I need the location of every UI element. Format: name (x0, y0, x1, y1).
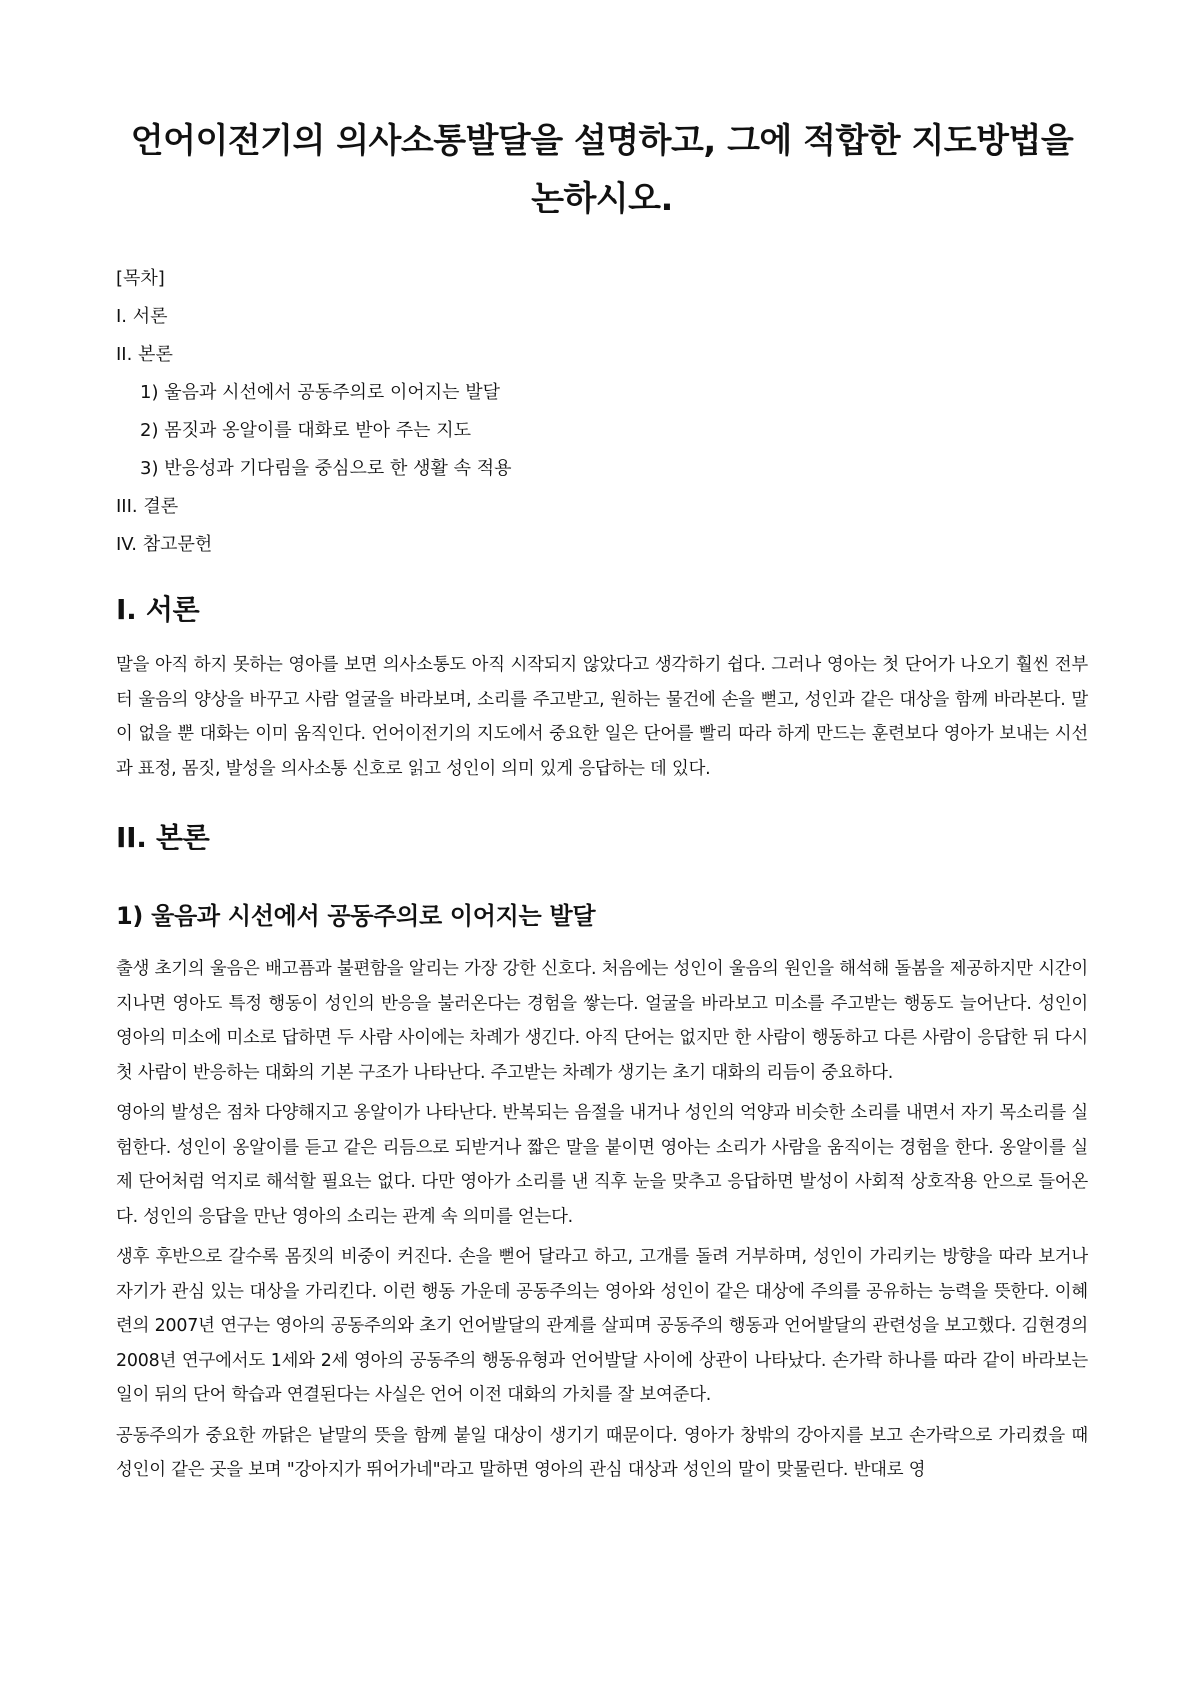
introduction-paragraph: 말을 아직 하지 못하는 영아를 보면 의사소통도 아직 시작되지 않았다고 생각하기 쉽다. 그러나 영아는 첫 단어가 나오기 훨씬 전부터 울음의 양상을 바꾸고 사람 얼굴을 바라보며, 소리를 주고받고, 원하는 물건에 손을 뻗고, 성인과 같은 대상을 함께 바라본다. 말이 없을 뿐 대화는 이미 움직인다. 언어이전기의 지도에서 중요한 일은 단어를 빨리 따라 하게 만드는 훈련보다 영아가 보내는 시선과 표정, 몸짓, 발성을 의사소통 신호로 읽고 성인이 의미 있게 응답하는 데 있다. (116, 655, 1088, 779)
toc-item-introduction: I. 서론 (116, 306, 168, 327)
toc-item-body-sub-1: 1) 울음과 시선에서 공동주의로 이어지는 발달 (140, 382, 501, 403)
table-of-contents (116, 260, 1088, 564)
body-paragraph-4: 공동주의가 중요한 까닭은 낱말의 뜻을 함께 붙일 대상이 생기기 때문이다. 영아가 창밖의 강아지를 보고 손가락으로 가리켰을 때 성인이 같은 곳을 보며 "강아지가 뛰어가네"라고 말하면 영아의 관심 대상과 성인의 말이 맞물린다. 반대로 영 (116, 1425, 1088, 1480)
body-paragraph-1: 출생 초기의 울음은 배고픔과 불편함을 알리는 가장 강한 신호다. 처음에는 성인이 울음의 원인을 해석해 돌봄을 제공하지만 시간이 지나면 영아도 특정 행동이 성인의 반응을 불러온다는 경험을 쌓는다. 얼굴을 바라보고 미소를 주고받는 행동도 늘어난다. 성인이 영아의 미소에 미소로 답하면 두 사람 사이에는 차례가 생긴다. 아직 단어는 없지만 한 사람이 행동하고 다른 사람이 응답한 뒤 다시 첫 사람이 반응하는 대화의 기본 구조가 나타난다. 주고받는 차례가 생기는 초기 대화의 리듬이 중요하다. (116, 959, 1088, 1083)
body-paragraph-2: 영아의 발성은 점차 다양해지고 옹알이가 나타난다. 반복되는 음절을 내거나 성인의 억양과 비슷한 소리를 내면서 자기 목소리를 실험한다. 성인이 옹알이를 듣고 같은 리듬으로 되받거나 짧은 말을 붙이면 영아는 소리가 사람을 움직이는 경험을 한다. 옹알이를 실제 단어처럼 억지로 해석할 필요는 없다. 다만 영아가 소리를 낸 직후 눈을 맞추고 응답하면 발성이 사회적 상호작용 안으로 들어온다. 성인의 응답을 만난 영아의 소리는 관계 속 의미를 얻는다. (116, 1103, 1088, 1227)
toc-item-body-sub-2: 2) 몸짓과 옹알이를 대화로 받아 주는 지도 (140, 420, 472, 441)
toc-heading: [목차] (116, 268, 165, 289)
document-title: 언어이전기의 의사소통발달을 설명하고, 그에 적합한 지도방법을 논하시오. (130, 121, 1074, 219)
body-paragraph-3: 생후 후반으로 갈수록 몸짓의 비중이 커진다. 손을 뻗어 달라고 하고, 고개를 돌려 거부하며, 성인이 가리키는 방향을 따라 보거나 자기가 관심 있는 대상을 가리킨다. 이런 행동 가운데 공동주의는 영아와 성인이 같은 대상에 주의를 공유하는 능력을 뜻한다. 이혜련의 2007년 연구는 영아의 공동주의와 초기 언어발달의 관계를 살피며 공동주의 행동과 언어발달의 관련성을 보고했다. 김현경의 2008년 연구에서도 1세와 2세 영아의 공동주의 행동유형과 언어발달 사이에 상관이 나타났다. 손가락 하나를 따라 같이 바라보는 일이 뒤의 단어 학습과 연결된다는 사실은 언어 이전 대화의 가치를 잘 보여준다. (116, 1247, 1088, 1405)
toc-item-body: II. 본론 (116, 344, 173, 365)
toc-item-body-sub-3: 3) 반응성과 기다림을 중심으로 한 생활 속 적용 (140, 458, 512, 479)
subsection-heading-1: 1) 울음과 시선에서 공동주의로 이어지는 발달 (116, 902, 596, 930)
toc-item-references: IV. 참고문헌 (116, 534, 213, 555)
toc-item-conclusion: III. 결론 (116, 496, 179, 517)
section-heading-introduction: I. 서론 (116, 593, 200, 626)
section-heading-body: II. 본론 (116, 821, 210, 854)
